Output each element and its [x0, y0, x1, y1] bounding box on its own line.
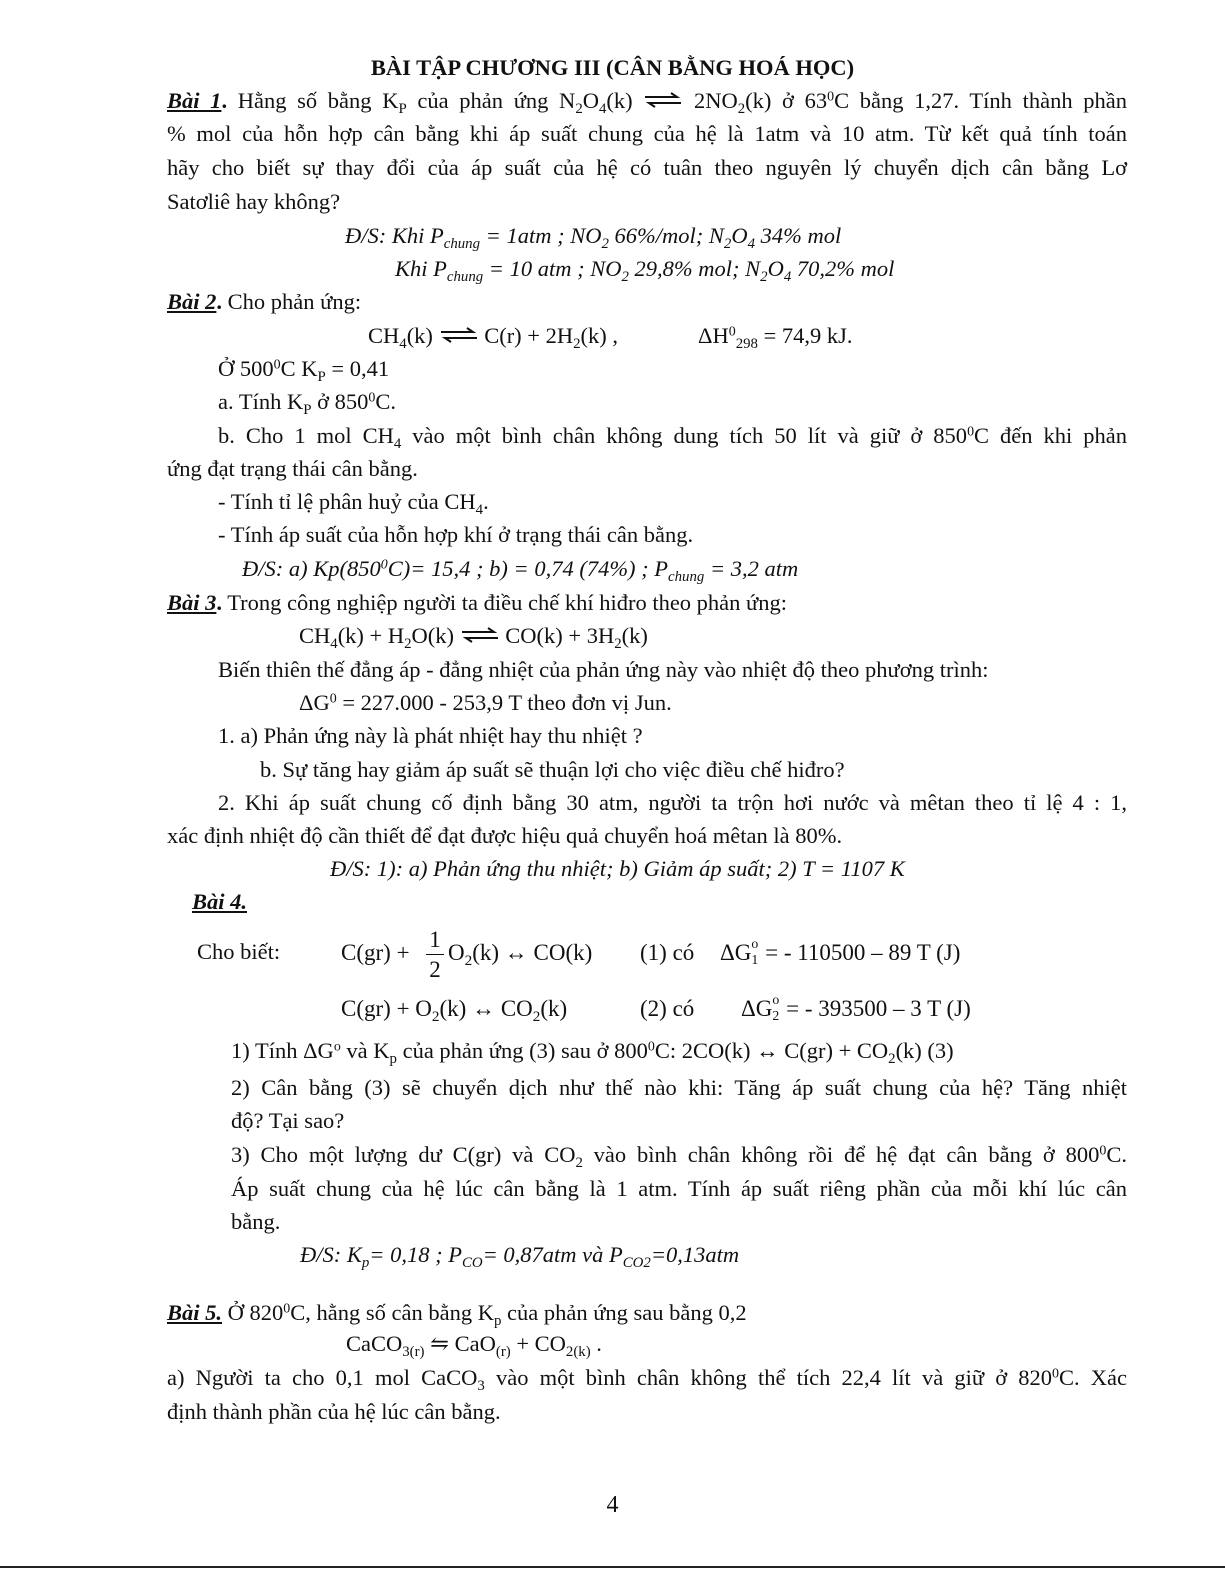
- bai5-heading: Bài 5. Ở $820^0C$, hằng số cân bằng $K_p$ của phản ứng sau bằng 0,2: [167, 1300, 747, 1329]
- bai2-reaction: $CH_4(k) C(r) + 2H_2(k)$ ,: [368, 323, 619, 352]
- bai3-question1a: 1. a) Phản ứng này là phát nhiệt hay thu nhiệt ?: [218, 723, 643, 748]
- bai4-question2a: 2) Cân bằng (3) sẽ chuyển dịch như thế nào khi: Tăng áp suất chung của hệ? Tăng nhiệt: [231, 1075, 1127, 1100]
- bai3-question2a: 2. Khi áp suất chung cố định bằng 30 atm, người ta trộn hơi nước và mêtan theo tỉ lệ 4 : 1,: [218, 790, 1127, 815]
- bai4-question3b: Áp suất chung của hệ lúc cân bằng là 1 atm. Tính áp suất riêng phần của mỗi khí lúc cân: [231, 1176, 1127, 1201]
- page-number: 4: [606, 1492, 619, 1518]
- bai2-heading: Bài 2. Cho phản ứng:: [167, 289, 362, 314]
- bai3-question1b: b. Sự tăng hay giảm áp suất sẽ thuận lợi cho việc điều chế hiđro?: [260, 757, 845, 782]
- bai4-eq2: $C(gr) + O_2(k)$ ↔ $CO_2(k)$: [341, 996, 568, 1025]
- equilibrium-arrow-icon: [460, 627, 500, 643]
- footer-divider: [0, 1566, 1225, 1568]
- bai2-label: Bài 2: [167, 289, 217, 314]
- bai2-question-b1: b. Cho 1 mol $CH_4$ vào một bình chân không dung tích 50 lít và giữ ở $850^0C$ đến khi phản: [218, 423, 1128, 452]
- bai3-reaction: $CH_4(k) + H_2O(k) CO(k) + 3H_2(k)$: [299, 623, 648, 652]
- bai4-question2b: độ? Tại sao?: [231, 1108, 345, 1133]
- bai4-question1: 1) Tính $\Delta G^o$ và $K_p$ của phản ứng (3) sau ở $800^0C$: 2CO(k) ↔ $C(gr) + CO_2(k)$ (3): [231, 1038, 954, 1067]
- bai5-label: Bài 5.: [167, 1300, 223, 1325]
- bai3-line1: Biến thiên thế đẳng áp - đẳng nhiệt của phản ứng này vào nhiệt độ theo phương trình:: [218, 657, 989, 682]
- bai1-line1: Bài 1. Hằng số bằng $K_P$ của phản ứng $N_2O_4(k)$ $2NO_2(k)$ ở $63^0C$ bằng 1,27. Tính thành phần: [167, 88, 1127, 117]
- bai1-line3: hãy cho biết sự thay đổi của áp suất của hệ có tuân theo nguyên lý chuyển dịch cân bằng Lơ: [167, 155, 1127, 180]
- bai4-eq2-number: (2) có: [640, 996, 695, 1021]
- bai3-gibbs: $\Delta G^0 = 227.000 - 253,9$ T theo đơn vị Jun.: [299, 690, 672, 715]
- bai3-label: Bài 3: [167, 590, 217, 615]
- bai4-answer: Đ/S: $K_p= 0,18$ ; $P_{CO}= 0,87atm$ và $P_{CO2}=0,13atm$: [300, 1242, 740, 1271]
- bai2-enthalpy: $\Delta H^0_{298} = 74,9$ kJ.: [698, 323, 853, 352]
- bai2-subq1: - Tính tỉ lệ phân huỷ của $CH_4$.: [218, 489, 489, 518]
- bai5-question-a2: định thành phần của hệ lúc cân bằng.: [167, 1399, 501, 1424]
- bai3-heading: Bài 3. Trong công nghiệp người ta điều chế khí hiđro theo phản ứng:: [167, 590, 787, 615]
- bai4-heading: [192, 891, 247, 914]
- bai4-label: Bài 4.: [192, 889, 248, 914]
- bai1-line4: Satơliê hay không?: [167, 189, 341, 214]
- bai4-eq1-number: (1) có: [640, 940, 695, 965]
- bai4-eq1-rest: $O_2(k)$ ↔ CO(k): [448, 940, 593, 969]
- bai1-answer1: Đ/S: Khi $P_{chung} = 1atm$ ; $NO_2$ 66%/mol; $N_2O_4$ 34% mol: [345, 223, 842, 252]
- bai2-kp-given: Ở $500^0C$ $K_P = 0,41$: [218, 356, 390, 385]
- bai4-question3a: 3) Cho một lượng dư C(gr) và $CO_2$ vào bình chân không rồi để hệ đạt cân bằng ở $800^0C$.: [231, 1142, 1127, 1171]
- bai4-eq1-lhs: C(gr) +: [341, 940, 410, 965]
- bai4-question3c: bằng.: [231, 1209, 281, 1234]
- bai1-answer2: Khi $P_{chung} = 10$ atm ; $NO_2$ 29,8% mol; $N_2O_4$ 70,2% mol: [395, 256, 895, 285]
- equilibrium-arrow-icon: [643, 92, 683, 108]
- bai4-given-label: Cho biết:: [197, 939, 281, 964]
- equilibrium-arrow-icon: [439, 327, 479, 343]
- bai2-answer: Đ/S: a) $Kp(850^0C)= 15,4$ ; b) = 0,74 (74%) ; $P_{chung} = 3,2$ atm: [242, 556, 799, 585]
- fraction-one-half: 1 2: [426, 927, 444, 979]
- bai4-eq1-gibbs: ΔG o 1 = - 110500 – 89 T (J): [720, 936, 961, 967]
- bai2-question-b2: ứng đạt trạng thái cân bằng.: [167, 456, 418, 481]
- bai3-answer: Đ/S: 1): a) Phản ứng thu nhiệt; b) Giảm áp suất; 2) T = 1107 K: [330, 856, 905, 881]
- bai1-label: Bài 1: [167, 88, 222, 113]
- bai2-question-a: a. Tính $K_P$ ở $850^0C$.: [218, 389, 396, 418]
- bai5-reaction: CaCO$_{3(r)}$ ⇋ $CaO_{(r)} + CO_{2(k)}$ .: [346, 1331, 602, 1360]
- page-title: BÀI TẬP CHƯƠNG III (CÂN BẰNG HOÁ HỌC): [370, 55, 855, 80]
- bai1-line2: % mol của hỗn hợp cân bằng khi áp suất chung của hệ là 1atm và 10 atm. Từ kết quả tính toán: [167, 121, 1127, 146]
- bai5-question-a1: a) Người ta cho 0,1 mol CaCO$_3$ vào một bình chân không thể tích 22,4 lít và giữ ở $820^0C$. Xác: [167, 1365, 1127, 1394]
- bai3-question2b: xác định nhiệt độ cần thiết để đạt được hiệu quả chuyển hoá mêtan là 80%.: [167, 823, 843, 848]
- bai4-eq2-gibbs: ΔG o 2 = - 393500 – 3 T (J): [741, 992, 971, 1023]
- bai2-subq2: - Tính áp suất của hỗn hợp khí ở trạng thái cân bằng.: [218, 522, 694, 547]
